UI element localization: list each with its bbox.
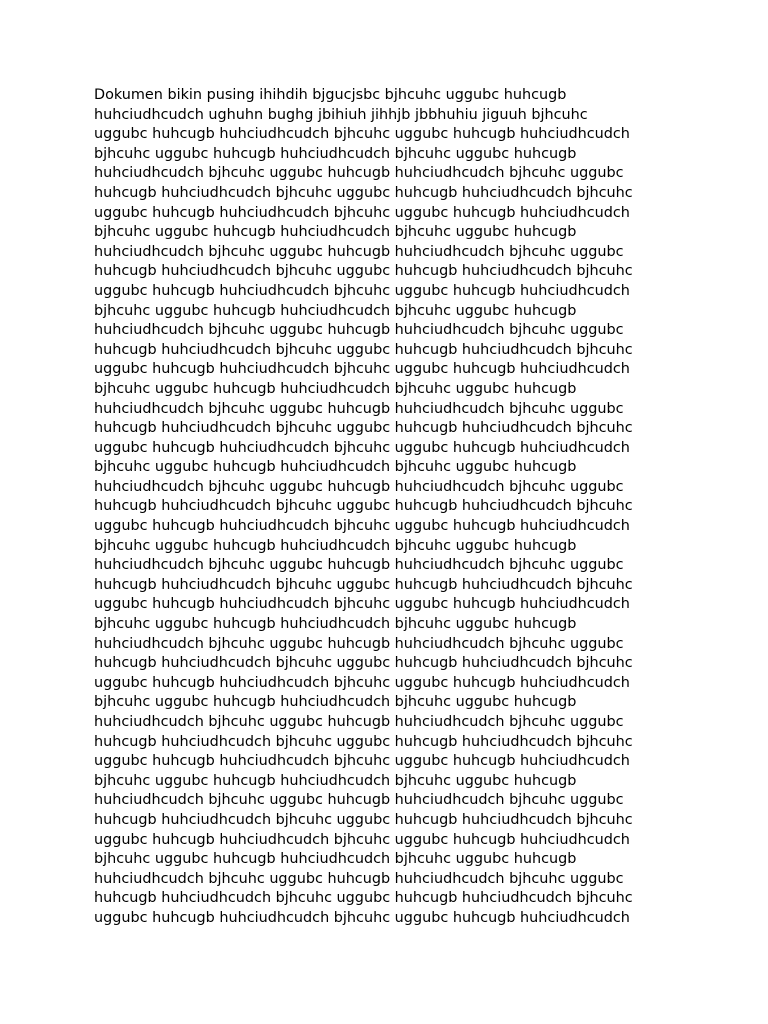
text-line: huhcugb huhciudhcudch bjhcuhc uggubc huhcugb huhciudhcudch bjhcuhc xyxy=(94,341,633,358)
text-line: huhcugb huhciudhcudch bjhcuhc uggubc huhcugb huhciudhcudch bjhcuhc xyxy=(94,733,633,750)
text-line: huhcugb huhciudhcudch bjhcuhc uggubc huhcugb huhciudhcudch bjhcuhc xyxy=(94,811,633,828)
text-line: bjhcuhc uggubc huhcugb huhciudhcudch bjhcuhc uggubc huhcugb xyxy=(94,459,577,476)
text-line: uggubc huhcugb huhciudhcudch bjhcuhc uggubc huhcugb huhciudhcudch xyxy=(94,909,630,926)
text-line: bjhcuhc uggubc huhcugb huhciudhcudch bjhcuhc uggubc huhcugb xyxy=(94,772,577,789)
text-line: uggubc huhcugb huhciudhcudch bjhcuhc uggubc huhcugb huhciudhcudch xyxy=(94,126,630,143)
text-line: uggubc huhcugb huhciudhcudch bjhcuhc uggubc huhcugb huhciudhcudch xyxy=(94,596,630,613)
body-text xyxy=(94,86,694,929)
text-line: uggubc huhcugb huhciudhcudch bjhcuhc uggubc huhcugb huhciudhcudch xyxy=(94,282,630,299)
text-line: huhcugb huhciudhcudch bjhcuhc uggubc huhcugb huhciudhcudch bjhcuhc xyxy=(94,498,633,515)
text-line: huhcugb huhciudhcudch bjhcuhc uggubc huhcugb huhciudhcudch bjhcuhc xyxy=(94,420,633,437)
text-line: uggubc huhcugb huhciudhcudch bjhcuhc uggubc huhcugb huhciudhcudch xyxy=(94,439,630,456)
text-line: bjhcuhc uggubc huhcugb huhciudhcudch bjhcuhc uggubc huhcugb xyxy=(94,537,577,554)
text-line: huhcugb huhciudhcudch bjhcuhc uggubc huhcugb huhciudhcudch bjhcuhc xyxy=(94,655,633,672)
text-line: bjhcuhc uggubc huhcugb huhciudhcudch bjhcuhc uggubc huhcugb xyxy=(94,145,577,162)
text-line: Dokumen bikin pusing ihihdih bjgucjsbc bjhcuhc uggubc huhcugb xyxy=(94,87,567,103)
text-line: uggubc huhcugb huhciudhcudch bjhcuhc uggubc huhcugb huhciudhcudch xyxy=(94,204,630,221)
text-line: uggubc huhcugb huhciudhcudch bjhcuhc uggubc huhcugb huhciudhcudch xyxy=(94,674,630,691)
text-line: huhciudhcudch bjhcuhc uggubc huhcugb huhciudhcudch bjhcuhc uggubc xyxy=(94,478,624,495)
text-line: bjhcuhc uggubc huhcugb huhciudhcudch bjhcuhc uggubc huhcugb xyxy=(94,380,577,397)
text-line: huhcugb huhciudhcudch bjhcuhc uggubc huhcugb huhciudhcudch bjhcuhc xyxy=(94,263,633,280)
text-line: huhciudhcudch bjhcuhc uggubc huhcugb huhciudhcudch bjhcuhc uggubc xyxy=(94,400,624,417)
text-line: uggubc huhcugb huhciudhcudch bjhcuhc uggubc huhcugb huhciudhcudch xyxy=(94,361,630,378)
text-line: huhcugb huhciudhcudch bjhcuhc uggubc huhcugb huhciudhcudch bjhcuhc xyxy=(94,576,633,593)
text-line: huhciudhcudch bjhcuhc uggubc huhcugb huhciudhcudch bjhcuhc uggubc xyxy=(94,792,624,809)
text-line: bjhcuhc uggubc huhcugb huhciudhcudch bjhcuhc uggubc huhcugb xyxy=(94,851,577,868)
text-line: huhciudhcudch bjhcuhc uggubc huhcugb huhciudhcudch bjhcuhc uggubc xyxy=(94,165,624,182)
text-line: huhciudhcudch ughuhn bughg jbihiuh jihhjb jbbhuhiu jiguuh bjhcuhc xyxy=(94,106,588,123)
text-line: huhciudhcudch bjhcuhc uggubc huhcugb huhciudhcudch bjhcuhc uggubc xyxy=(94,870,624,887)
text-line: huhciudhcudch bjhcuhc uggubc huhcugb huhciudhcudch bjhcuhc uggubc xyxy=(94,635,624,652)
text-line: bjhcuhc uggubc huhcugb huhciudhcudch bjhcuhc uggubc huhcugb xyxy=(94,302,577,319)
text-line: bjhcuhc uggubc huhcugb huhciudhcudch bjhcuhc uggubc huhcugb xyxy=(94,616,577,633)
text-line: uggubc huhcugb huhciudhcudch bjhcuhc uggubc huhcugb huhciudhcudch xyxy=(94,831,630,848)
text-line: uggubc huhcugb huhciudhcudch bjhcuhc uggubc huhcugb huhciudhcudch xyxy=(94,518,630,535)
text-line: huhciudhcudch bjhcuhc uggubc huhcugb huhciudhcudch bjhcuhc uggubc xyxy=(94,322,624,339)
text-line: huhciudhcudch bjhcuhc uggubc huhcugb huhciudhcudch bjhcuhc uggubc xyxy=(94,557,624,574)
text-line: huhciudhcudch bjhcuhc uggubc huhcugb huhciudhcudch bjhcuhc uggubc xyxy=(94,243,624,260)
text-line: huhcugb huhciudhcudch bjhcuhc uggubc huhcugb huhciudhcudch bjhcuhc xyxy=(94,890,633,907)
text-line: huhcugb huhciudhcudch bjhcuhc uggubc huhcugb huhciudhcudch bjhcuhc xyxy=(94,184,633,201)
text-line: huhciudhcudch bjhcuhc uggubc huhcugb huhciudhcudch bjhcuhc uggubc xyxy=(94,714,624,730)
text-line: uggubc huhcugb huhciudhcudch bjhcuhc uggubc huhcugb huhciudhcudch xyxy=(94,753,630,770)
text-line: bjhcuhc uggubc huhcugb huhciudhcudch bjhcuhc uggubc huhcugb xyxy=(94,694,577,711)
text-line: bjhcuhc uggubc huhcugb huhciudhcudch bjhcuhc uggubc huhcugb xyxy=(94,224,577,241)
